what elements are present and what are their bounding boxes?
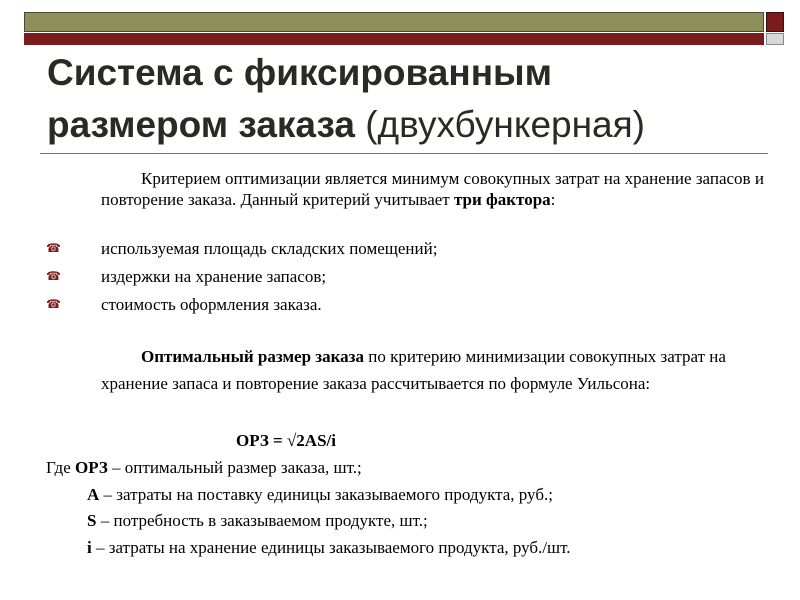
def-s xyxy=(46,508,571,535)
def-orz xyxy=(46,455,571,482)
orz-symbol: ОРЗ xyxy=(75,458,108,477)
title-rest: (двухбункерная) xyxy=(365,104,645,145)
para2-text: по критерию минимизации совокупных затрат на хранение запаса и повторение заказа рассчитывается по формуле Уильсона: xyxy=(101,347,726,393)
factors-list xyxy=(46,236,437,320)
header-bar-olive xyxy=(24,12,764,32)
header-bar-red xyxy=(24,33,764,45)
intro-bold: три фактора xyxy=(453,190,551,209)
s-text: – потребность в заказываемом продукте, шт.; xyxy=(96,511,428,530)
orz-text: – оптимальный размер заказа, шт.; xyxy=(107,458,362,477)
list-item-text: стоимость оформления заказа. xyxy=(101,295,322,314)
list-item xyxy=(46,292,437,320)
telephone-icon: ☎ xyxy=(46,241,61,255)
slide-title xyxy=(47,47,767,151)
telephone-icon: ☎ xyxy=(46,269,61,283)
s-symbol: S xyxy=(87,511,97,530)
definitions xyxy=(46,455,571,561)
a-text: – затраты на поставку единицы заказываемого продукта, руб.; xyxy=(99,484,553,504)
title-line1: Система с фиксированным xyxy=(47,52,553,93)
def-a xyxy=(46,482,571,509)
list-item xyxy=(46,236,437,264)
intro-text1: Критерием оптимизации является минимум совокупных затрат на хранение запасов и повторение заказа. Данный критерий учитывает xyxy=(101,169,764,209)
title-line2: размером заказа xyxy=(47,104,355,145)
where-prefix: Где xyxy=(46,458,71,477)
list-item-text: издержки на хранение запасов; xyxy=(101,267,327,286)
para2-bold: Оптимальный размер заказа xyxy=(141,347,364,366)
a-symbol: А xyxy=(87,484,100,504)
corner-square-gray xyxy=(766,33,784,45)
intro-text2: : xyxy=(550,190,556,209)
wilson-formula: ОРЗ = √2AS/i xyxy=(236,431,336,450)
corner-square-red xyxy=(766,12,784,32)
i-text: – затраты на хранение единицы заказываемого продукта, руб./шт. xyxy=(91,537,571,557)
list-item xyxy=(46,264,437,292)
i-symbol: i xyxy=(87,537,92,557)
def-i xyxy=(46,535,571,562)
wilson-paragraph xyxy=(101,343,769,397)
title-divider xyxy=(40,153,768,154)
intro-paragraph xyxy=(101,168,769,210)
telephone-icon: ☎ xyxy=(46,297,61,311)
list-item-text: используемая площадь складских помещений; xyxy=(101,239,438,258)
